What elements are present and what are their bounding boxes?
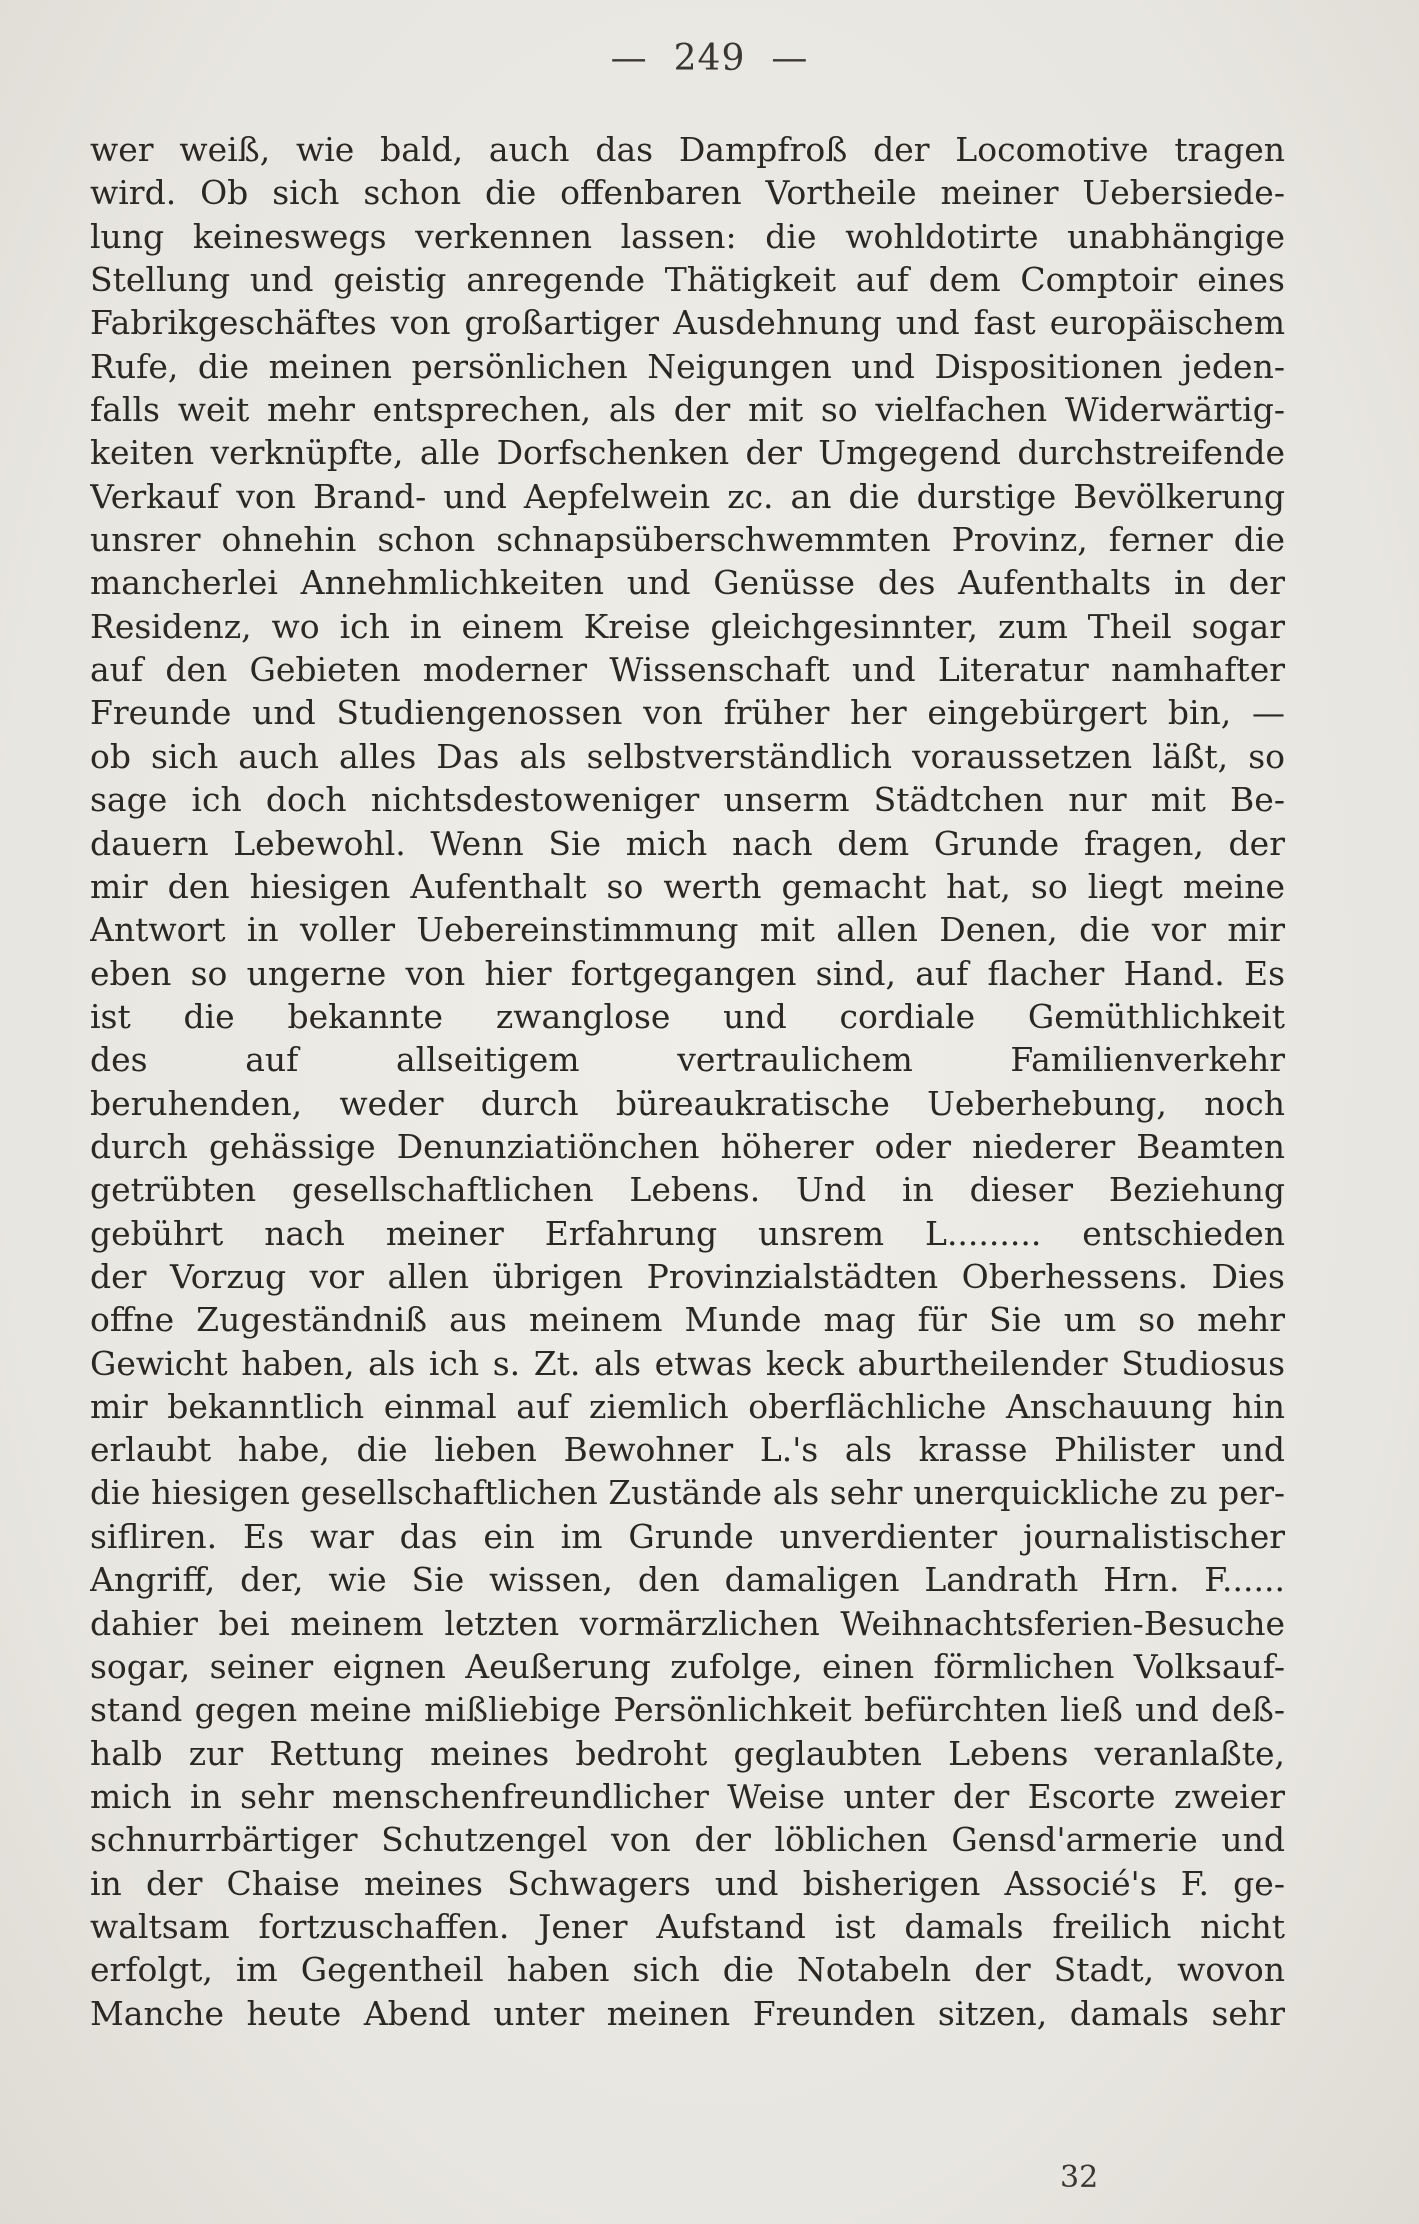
text-line: stand gegen meine mißliebige Persönlichkeit befürchten ließ und deß- [90,1690,1285,1730]
text-line: eben so ungerne von hier fortgegangen sind, auf flacher Hand. Es [90,953,1285,993]
header-dash-left: — [610,38,648,79]
signature-mark: 32 [1060,2160,1099,2195]
text-line: sogar, seiner eignen Aeußerung zufolge, einen förmlichen Volksauf- [90,1647,1285,1687]
text-line: Rufe, die meinen persönlichen Neigungen und Dispositionen jeden- [90,346,1285,386]
text-line: waltsam fortzuschaffen. Jener Aufstand ist damals freilich nicht [90,1907,1285,1947]
text-line: keiten verknüpfte, alle Dorfschenken der Umgegend durchstreifende [90,433,1285,473]
text-line: Angriff, der, wie Sie wissen, den damaligen Landrath Hrn. F...... [90,1560,1285,1600]
text-line: auf den Gebieten moderner Wissenschaft und Literatur namhafter [90,650,1285,690]
text-line: lung keineswegs verkennen lassen: die wohldotirte unabhängige [90,216,1285,256]
text-line: Freunde und Studiengenossen von früher her eingebürgert bin, — [90,693,1285,733]
text-line: Verkauf von Brand- und Aepfelwein zc. an die durstige Bevölkerung [90,476,1285,516]
text-line: Manche heute Abend unter meinen Freunden sitzen, damals sehr [90,1993,1285,2033]
text-line: sifliren. Es war das ein im Grunde unverdienter journalistischer [90,1517,1285,1556]
text-line: sage ich doch nichtsdestoweniger unserm Städtchen nur mit Be- [90,780,1285,820]
text-line: dauern Lebewohl. Wenn Sie mich nach dem Grunde fragen, der [90,823,1285,863]
text-line: mir bekanntlich einmal auf ziemlich oberflächliche Anschauung hin [90,1386,1285,1426]
text-line: dahier bei meinem letzten vormärzlichen Weihnachtsferien-Besuche [90,1603,1285,1643]
text-line: halb zur Rettung meines bedroht geglaubten Lebens veranlaßte, [90,1733,1285,1773]
text-line: mir den hiesigen Aufenthalt so werth gemacht hat, so liegt meine [90,866,1285,906]
text-line: Antwort in voller Uebereinstimmung mit allen Denen, die vor mir [90,910,1285,950]
text-line: falls weit mehr entsprechen, als der mit so vielfachen Widerwärtig- [90,390,1285,430]
text-line: ob sich auch alles Das als selbstverständlich voraussetzen läßt, so [90,736,1285,776]
header-dash-right: — [771,38,809,79]
text-line: durch gehässige Denunziatiönchen höherer oder niederer Beamten [90,1126,1285,1166]
text-line: wird. Ob sich schon die offenbaren Vortheile meiner Uebersiede- [90,173,1285,213]
text-line: ist die bekannte zwanglose und cordiale Gemüthlichkeit [90,996,1285,1036]
body-text [90,128,1285,2035]
page-header [0,38,1419,79]
text-line: mich in sehr menschenfreundlicher Weise unter der Escorte zweier [90,1777,1285,1817]
text-line: des auf allseitigem vertraulichem Familienverkehr [90,1040,1285,1080]
text-line: unsrer ohnehin schon schnapsüberschwemmten Provinz, ferner die [90,520,1285,560]
text-line: die hiesigen gesellschaftlichen Zustände als sehr unerquickliche zu per- [90,1473,1285,1512]
text-line: Gewicht haben, als ich s. Zt. als etwas keck aburtheilender Studiosus [90,1343,1285,1383]
text-line: beruhenden, weder durch büreaukratische Ueberhebung, noch [90,1083,1285,1123]
text-line: Fabrikgeschäftes von großartiger Ausdehnung und fast europäischem [90,303,1285,343]
page-number: 249 [673,38,746,79]
text-line: in der Chaise meines Schwagers und bisherigen Associé's F. ge- [90,1863,1285,1903]
text-line: Residenz, wo ich in einem Kreise gleichgesinnter, zum Theil sogar [90,606,1285,646]
text-line: mancherlei Annehmlichkeiten und Genüsse des Aufenthalts in der [90,563,1285,603]
text-line: der Vorzug vor allen übrigen Provinzialstädten Oberhessens. Dies [90,1256,1285,1296]
text-line: schnurrbärtiger Schutzengel von der löblichen Gensd'armerie und [90,1820,1285,1860]
text-line: wer weiß, wie bald, auch das Dampfroß der Locomotive tragen [90,130,1285,169]
text-line: erfolgt, im Gegentheil haben sich die Notabeln der Stadt, wovon [90,1950,1285,1990]
text-line: erlaubt habe, die lieben Bewohner L.'s als krasse Philister und [90,1430,1285,1470]
text-line: offne Zugeständniß aus meinem Munde mag für Sie um so mehr [90,1300,1285,1340]
text-line: getrübten gesellschaftlichen Lebens. Und in dieser Beziehung [90,1170,1285,1210]
text-line: gebührt nach meiner Erfahrung unsrem L......... entschieden [90,1213,1285,1253]
text-line: Stellung und geistig anregende Thätigkeit auf dem Comptoir eines [90,260,1285,300]
